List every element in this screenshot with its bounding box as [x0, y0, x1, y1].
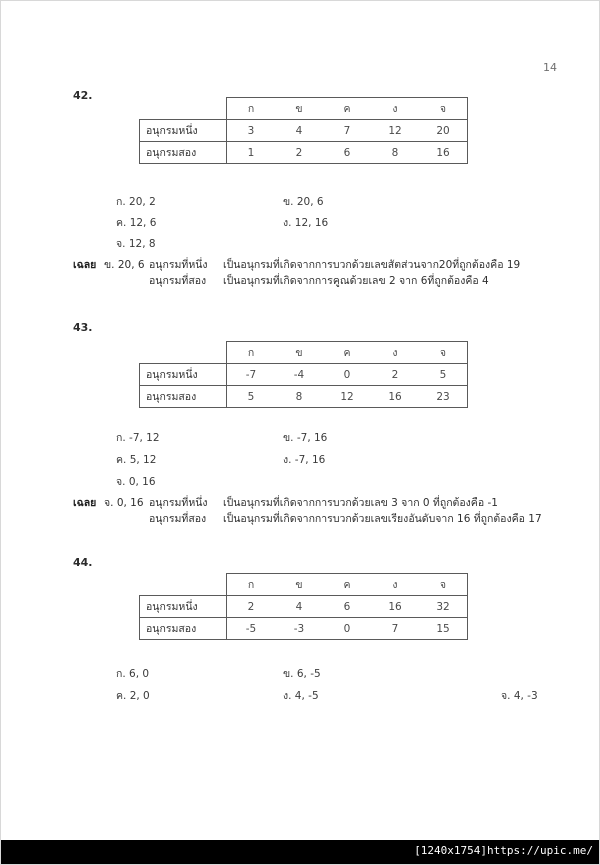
table-cell: 2: [275, 142, 323, 164]
choice-option[interactable]: ค. 12, 6: [116, 217, 157, 229]
table-header-row: [140, 342, 468, 364]
table-row: [140, 618, 468, 640]
table-cell: 0: [323, 618, 371, 640]
answer-explanation: เป็นอนุกรมที่เกิดจากการบวกด้วยเลขเรียงอันดับจาก 16 ที่ถูกต้องคือ 17: [223, 513, 542, 525]
table-col-header: ง: [371, 98, 419, 120]
choice-option[interactable]: ก. 20, 2: [116, 196, 156, 208]
choice-option[interactable]: ง. 12, 16: [283, 217, 329, 229]
choice-option[interactable]: ค. 2, 0: [116, 690, 150, 702]
choice-option[interactable]: ง. -7, 16: [283, 454, 326, 466]
table-cell: 7: [371, 618, 419, 640]
table-corner-cell: [140, 574, 227, 596]
answer-explanation: เป็นอนุกรมที่เกิดจากการบวกด้วยเลขสัตส่วนจาก20ที่ถูกต้องคือ 19: [223, 259, 521, 271]
table-cell: 16: [371, 596, 419, 618]
table-cell: 2: [227, 596, 276, 618]
table-col-header: จ: [419, 342, 468, 364]
table-col-header: ข: [275, 574, 323, 596]
answer-key-choice: จ. 0, 16: [104, 497, 144, 509]
table-cell: 6: [323, 142, 371, 164]
choice-option[interactable]: จ. 0, 16: [116, 476, 156, 488]
question-number-43: 43.: [73, 321, 93, 334]
table-cell: 23: [419, 386, 468, 408]
table-corner-cell: [140, 342, 227, 364]
table-cell: 32: [419, 596, 468, 618]
choice-option[interactable]: ข. -7, 16: [283, 432, 328, 444]
table-cell: 5: [227, 386, 276, 408]
choice-option[interactable]: ข. 20, 6: [283, 196, 324, 208]
table-cell: 6: [323, 596, 371, 618]
table-col-header: ค: [323, 342, 371, 364]
table-cell: 8: [371, 142, 419, 164]
question-number-44: 44.: [73, 556, 93, 569]
table-cell: 12: [323, 386, 371, 408]
row-label: อนุกรมหนึ่ง: [140, 596, 227, 618]
table-row: [140, 364, 468, 386]
table-cell: 8: [275, 386, 323, 408]
choice-option[interactable]: ก. 6, 0: [116, 668, 150, 680]
table-cell: -7: [227, 364, 276, 386]
choice-option[interactable]: ง. 4, -5: [283, 690, 319, 702]
footer-bar: [1, 840, 600, 864]
choice-option[interactable]: ข. 6, -5: [283, 668, 321, 680]
table-cell: -5: [227, 618, 276, 640]
row-label: อนุกรมสอง: [140, 386, 227, 408]
table-corner-cell: [140, 98, 227, 120]
question-number-42: 42.: [73, 89, 93, 102]
table-col-header: ก: [227, 574, 276, 596]
table-row: [140, 120, 468, 142]
table-cell: 1: [227, 142, 276, 164]
footer-watermark-text: [1240x1754]https://upic.me/: [414, 844, 593, 857]
answer-sequence-label: อนุกรมที่สอง: [149, 275, 207, 287]
table-row: [140, 142, 468, 164]
table-row: [140, 596, 468, 618]
table-cell: 16: [371, 386, 419, 408]
row-label: อนุกรมหนึ่ง: [140, 364, 227, 386]
choice-option[interactable]: ค. 5, 12: [116, 454, 157, 466]
table-col-header: ข: [275, 342, 323, 364]
answer-key-label: เฉลย: [73, 259, 97, 271]
table-col-header: ค: [323, 98, 371, 120]
answer-explanation: เป็นอนุกรมที่เกิดจากการบวกด้วยเลข 3 จาก 0 ที่ถูกต้องคือ -1: [223, 497, 498, 509]
page-number: 14: [543, 61, 557, 74]
table-col-header: ง: [371, 574, 419, 596]
table-cell: 3: [227, 120, 276, 142]
sequence-table-43: [139, 341, 468, 408]
table-cell: 20: [419, 120, 468, 142]
choice-option[interactable]: จ. 4, -3: [501, 690, 538, 702]
choice-option[interactable]: จ. 12, 8: [116, 238, 156, 250]
table-cell: 7: [323, 120, 371, 142]
answer-key-choice: ข. 20, 6: [104, 259, 145, 271]
table-col-header: จ: [419, 574, 468, 596]
table-row: [140, 386, 468, 408]
answer-sequence-label: อนุกรมที่หนึ่ง: [149, 259, 208, 271]
sequence-table-42: [139, 97, 468, 164]
table-cell: 4: [275, 120, 323, 142]
table-cell: 4: [275, 596, 323, 618]
row-label: อนุกรมสอง: [140, 618, 227, 640]
table-cell: -4: [275, 364, 323, 386]
table-cell: -3: [275, 618, 323, 640]
choice-option[interactable]: ก. -7, 12: [116, 432, 160, 444]
table-header-row: [140, 574, 468, 596]
table-cell: 12: [371, 120, 419, 142]
table-col-header: ค: [323, 574, 371, 596]
table-header-row: [140, 98, 468, 120]
table-col-header: ง: [371, 342, 419, 364]
sequence-table-44: [139, 573, 468, 640]
table-col-header: จ: [419, 98, 468, 120]
table-cell: 16: [419, 142, 468, 164]
row-label: อนุกรมหนึ่ง: [140, 120, 227, 142]
answer-key-label: เฉลย: [73, 497, 97, 509]
table-col-header: ก: [227, 342, 276, 364]
row-label: อนุกรมสอง: [140, 142, 227, 164]
table-cell: 15: [419, 618, 468, 640]
answer-explanation: เป็นอนุกรมที่เกิดจากการคูณด้วยเลข 2 จาก 6ที่ถูกต้องคือ 4: [223, 275, 489, 287]
table-cell: 2: [371, 364, 419, 386]
table-col-header: ข: [275, 98, 323, 120]
answer-sequence-label: อนุกรมที่หนึ่ง: [149, 497, 208, 509]
answer-sequence-label: อนุกรมที่สอง: [149, 513, 207, 525]
table-cell: 0: [323, 364, 371, 386]
table-col-header: ก: [227, 98, 276, 120]
table-cell: 5: [419, 364, 468, 386]
